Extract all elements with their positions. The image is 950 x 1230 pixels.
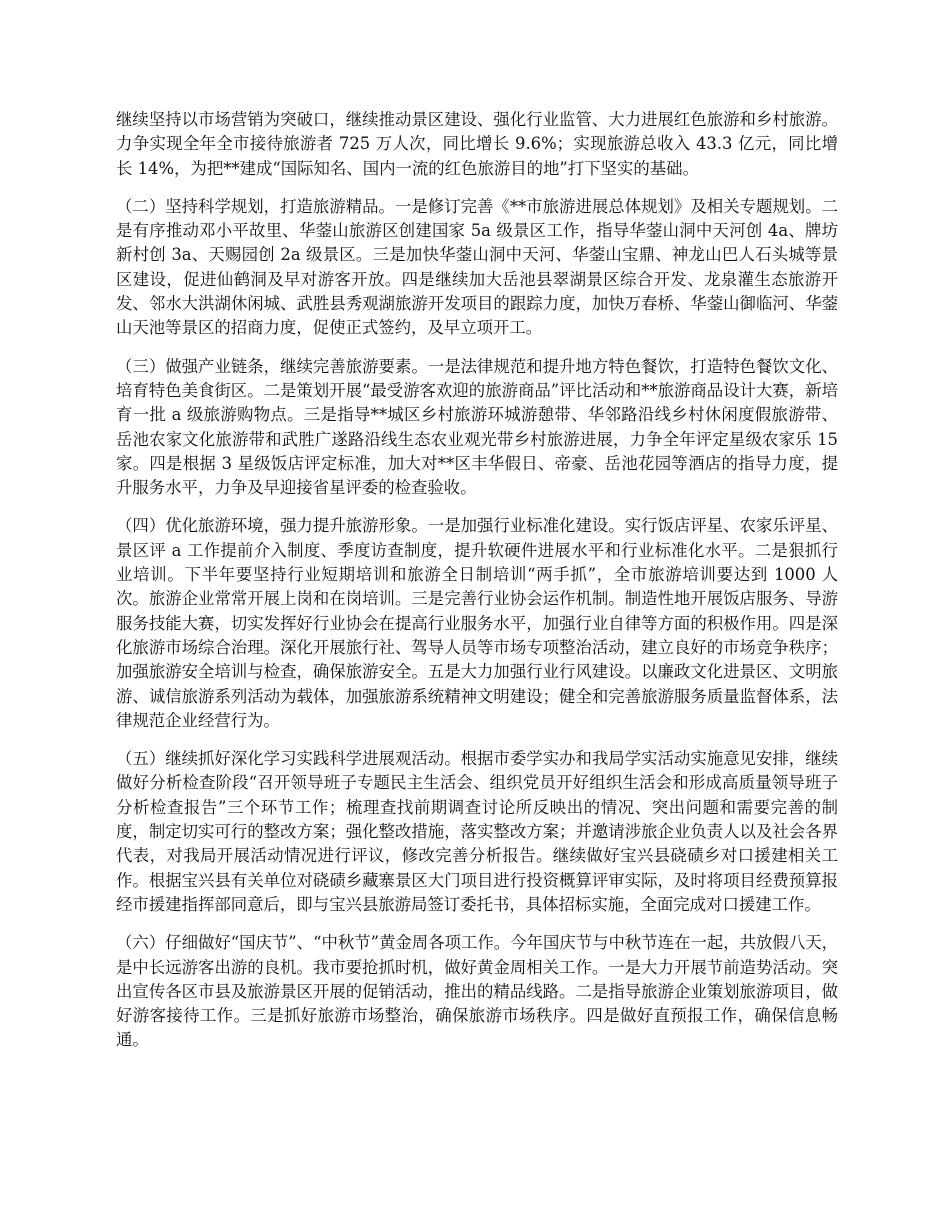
paragraph-section-3: （三）做强产业链条，继续完善旅游要素。一是法律规范和提升地方特色餐饮，打造特色餐饮文化、培育特色美食街区。二是策划开展“最受游客欢迎的旅游商品”评比活动和**旅游商品设计大赛，新培育一批 a 级旅游购物点。三是指导**城区乡村旅游环城游憩带、华邻路沿线乡村休闲度假旅游带、岳池农家文化旅游带和武胜广遂路沿线生态农业观光带乡村旅游进展，力争全年评定星级农家乐 15 家。四是根据 3 星级饭店评定标准，加大对**区丰华假日、帝豪、岳池花园等酒店的指导力度，提升服务水平，力争及早迎接省星评委的检查验收。 bbox=[116, 356, 838, 498]
paragraph-section-6: （六）仔细做好“国庆节”、“中秋节”黄金周各项工作。今年国庆节与中秋节连在一起，共放假八天，是中长远游客出游的良机。我市要抢抓时机，做好黄金周相关工作。一是大力开展节前造势活动。突出宣传各区市县及旅游景区开展的促销活动，推出的精品线路。二是指导旅游企业策划旅游项目，做好游客接待工作。三是抓好旅游市场整治，确保旅游市场秩序。四是做好直预报工作，确保信息畅通。 bbox=[116, 933, 838, 1050]
paragraph-section-4: （四）优化旅游环境，强力提升旅游形象。一是加强行业标准化建设。实行饭店评星、农家乐评星、景区评 a 工作提前介入制度、季度访查制度，提升软硬件进展水平和行业标准化水平。二是狠抓行业培训。下半年要坚持行业短期培训和旅游全日制培训“两手抓”，全市旅游培训要达到 1000 人次。旅游企业常常开展上岗和在岗培训。三是完善行业协会运作机制。制造性地开展饭店服务、导游服务技能大赛，切实发挥好行业协会在提高行业服务水平，加强行业自律等方面的积极作用。四是深化旅游市场综合治理。深化开展旅行社、驾导人员等市场专项整治活动，建立良好的市场竞争秩序；加强旅游安全培训与检查，确保旅游安全。五是大力加强行业行风建设。以廉政文化进景区、文明旅游、诚信旅游系列活动为载体，加强旅游系统精神文明建设；健全和完善旅游服务质量监督体系，法律规范企业经营行为。 bbox=[116, 516, 838, 730]
paragraph-intro: 继续坚持以市场营销为突破口，继续推动景区建设、强化行业监管、大力进展红色旅游和乡村旅游。力争实现全年全市接待旅游者 725 万人次，同比增长 9.6%；实现旅游总收入 43.3 亿元，同比增长 14%，为把**建成“国际知名、国内一流的红色旅游目的地”打下坚实的基础。 bbox=[116, 110, 838, 178]
paragraph-section-5: （五）继续抓好深化学习实践科学进展观活动。根据市委学实办和我局学实活动实施意见安排，继续做好分析检查阶段“召开领导班子专题民主生活会、组织党员开好组织生活会和形成高质量领导班子分析检查报告”三个环节工作；梳理查找前期调查讨论所反映出的情况、突出问题和需要完善的制度，制定切实可行的整改方案；强化整改措施，落实整改方案；并邀请涉旅企业负责人以及社会各界代表，对我局开展活动情况进行评议，修改完善分析报告。继续做好宝兴县硗碛乡对口援建相关工作。根据宝兴县有关单位对硗碛乡藏寨景区大门项目进行投资概算评审实际，及时将项目经费预算报经市援建指挥部同意后，即与宝兴县旅游局签订委托书，具体招标实施，全面完成对口援建工作。 bbox=[116, 749, 838, 914]
paragraph-section-2: （二）坚持科学规划，打造旅游精品。一是修订完善《**市旅游进展总体规划》及相关专题规划。二是有序推动邓小平故里、华蓥山旅游区创建国家 5a 级景区工作，指导华蓥山洞中天河创 4a、牌坊新村创 3a、天赐园创 2a 级景区。三是加快华蓥山洞中天河、华蓥山宝鼎、神龙山巴人石头城等景区建设，促进仙鹤洞及早对游客开放。四是继续加大岳池县翠湖景区综合开发、龙泉灌生态旅游开发、邻水大洪湖休闲城、武胜县秀观湖旅游开发项目的跟踪力度，加快万春桥、华蓥山御临河、华蓥山天池等景区的招商力度，促使正式签约，及早立项开工。 bbox=[116, 196, 838, 338]
document-body bbox=[116, 108, 838, 1067]
